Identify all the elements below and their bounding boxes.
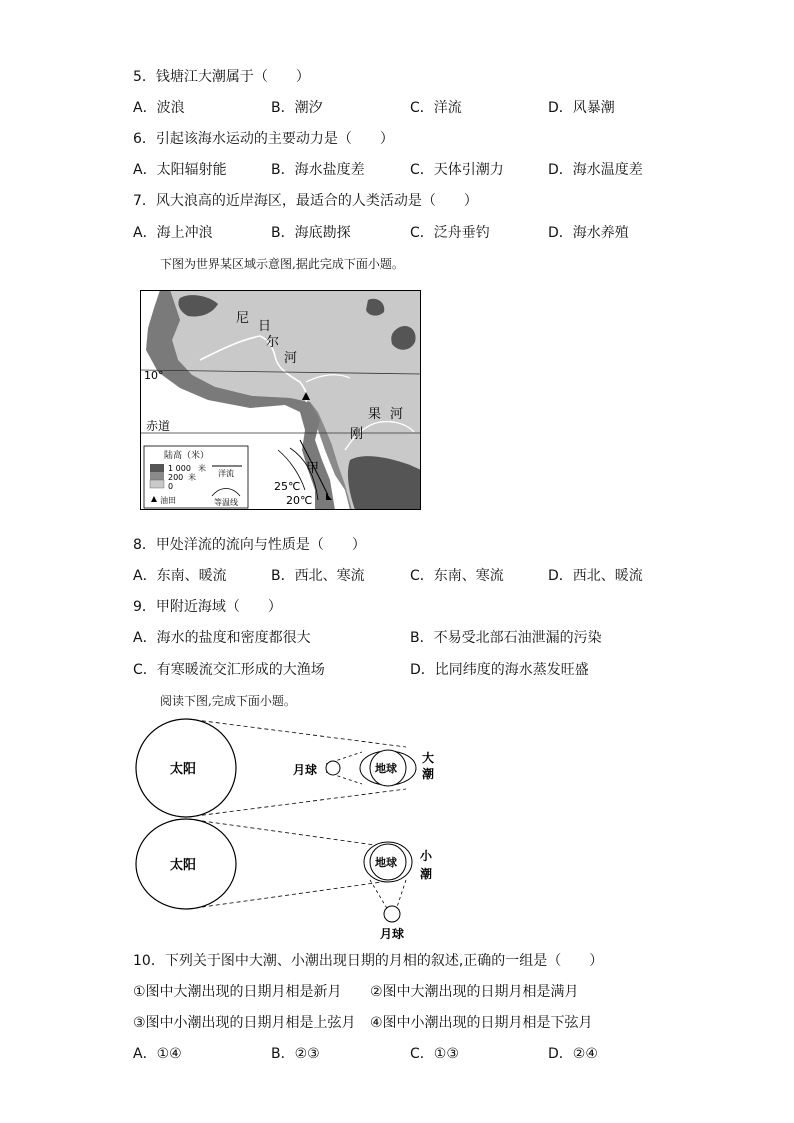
legend-isotherm: 等温线 — [214, 498, 238, 507]
tide-diagram — [130, 714, 450, 944]
q7-option-a[interactable]: A．海上冲浪 — [133, 225, 213, 241]
q8-option-a[interactable]: A．东南、暖流 — [133, 568, 227, 584]
legend-swatch-dark — [150, 464, 164, 472]
q10-statement-4: ④图中小潮出现的日期月相是下弦月 — [370, 1015, 593, 1031]
q8-option-d[interactable]: D．西北、暖流 — [548, 568, 643, 584]
q6-option-a[interactable]: A．太阳辐射能 — [133, 162, 227, 178]
legend-200: 200 — [168, 473, 184, 482]
isotherm-20-label: 20℃ — [286, 494, 313, 507]
spring-tide-label-1: 大 — [422, 751, 435, 765]
q6-option-c[interactable]: C．天体引潮力 — [410, 162, 504, 178]
question-10-stem: 10．下列关于图中大潮、小潮出现日期的月相的叙述,正确的一组是（ ） — [133, 953, 604, 969]
legend-unit-2: 米 — [188, 473, 196, 482]
question-7-stem: 7．风大浪高的近岸海区，最适合的人类活动是（ ） — [133, 193, 478, 209]
legend-unit-1: 米 — [198, 464, 206, 473]
q6-option-d[interactable]: D．海水温度差 — [548, 162, 643, 178]
q8-option-b[interactable]: B．西北、寒流 — [271, 568, 365, 584]
legend-title: 陆高（米） — [164, 451, 210, 461]
map-intro: 下图为世界某区域示意图,据此完成下面小题。 — [160, 257, 404, 271]
question-5-stem: 5．钱塘江大潮属于（ ） — [133, 69, 310, 85]
niger-label-2: 日 — [258, 319, 272, 334]
q10-option-c[interactable]: C．①③ — [410, 1046, 459, 1062]
q6-option-b[interactable]: B．海水盐度差 — [271, 162, 365, 178]
q5-option-d[interactable]: D．风暴潮 — [548, 100, 615, 116]
q7-option-c[interactable]: C．泛舟垂钓 — [410, 225, 490, 241]
moon-circle-bottom — [384, 906, 400, 922]
congo-label-3: 刚 — [350, 427, 364, 442]
q10-option-d[interactable]: D．②④ — [548, 1046, 598, 1062]
q7-option-d[interactable]: D．海水养殖 — [548, 225, 629, 241]
legend-1000: 1 000 — [168, 464, 191, 473]
legend-swatch-light — [150, 480, 164, 488]
niger-label-3: 尔 — [266, 335, 280, 350]
q10-option-b[interactable]: B．②③ — [271, 1046, 320, 1062]
congo-label-1: 果 — [368, 407, 382, 422]
q10-option-a[interactable]: A．①④ — [133, 1046, 182, 1062]
earth-label-bottom: 地球 — [375, 856, 397, 869]
question-6-stem: 6．引起该海水运动的主要动力是（ ） — [133, 131, 394, 147]
tide-intro: 阅读下图,完成下面小题。 — [160, 694, 296, 708]
q7-option-b[interactable]: B．海底勘探 — [271, 225, 351, 241]
niger-label-1: 尼 — [236, 311, 250, 326]
current-label-jia: 甲 — [306, 461, 320, 476]
q9-option-a[interactable]: A．海水的盐度和密度都很大 — [133, 630, 311, 646]
q5-option-a[interactable]: A．波浪 — [133, 100, 185, 116]
neap-tide-label-2: 潮 — [420, 867, 433, 881]
congo-label-2: 河 — [390, 407, 404, 422]
spring-tide-label-2: 潮 — [422, 767, 435, 781]
q9-option-d[interactable]: D．比同纬度的海水蒸发旺盛 — [410, 662, 589, 678]
moon-circle-top — [326, 761, 340, 775]
q10-statement-1: ①图中大潮出现的日期月相是新月 — [133, 984, 342, 1000]
question-8-stem: 8．甲处洋流的流向与性质是（ ） — [133, 537, 366, 553]
q10-statement-2: ②图中大潮出现的日期月相是满月 — [370, 984, 579, 1000]
question-9-stem: 9．甲附近海域（ ） — [133, 599, 282, 615]
q10-statement-3: ③图中小潮出现的日期月相是上弦月 — [133, 1015, 356, 1031]
sun-label-bottom: 太阳 — [170, 858, 197, 873]
q5-option-c[interactable]: C．洋流 — [410, 100, 462, 116]
q5-option-b[interactable]: B．潮汐 — [271, 100, 323, 116]
legend-current: 洋流 — [218, 469, 234, 478]
equator-label: 赤道 — [146, 419, 171, 433]
q8-option-c[interactable]: C．东南、寒流 — [410, 568, 504, 584]
earth-label-top: 地球 — [375, 762, 397, 775]
legend-oilfield: 油田 — [160, 496, 176, 505]
moon-label-top: 月球 — [293, 763, 318, 777]
sun-label-top: 太阳 — [170, 762, 197, 777]
niger-label-4: 河 — [284, 351, 298, 366]
moon-label-bottom: 月球 — [380, 927, 405, 941]
africa-region-map — [140, 290, 421, 510]
q9-option-c[interactable]: C．有寒暖流交汇形成的大渔场 — [133, 662, 325, 678]
isotherm-25-label: 25℃ — [274, 480, 301, 493]
q9-option-b[interactable]: B．不易受北部石油泄漏的污染 — [410, 630, 602, 646]
legend-0: 0 — [168, 482, 174, 491]
latitude-label: 10° — [144, 369, 164, 382]
neap-tide-label-1: 小 — [420, 849, 433, 863]
legend-swatch-mid — [150, 472, 164, 480]
